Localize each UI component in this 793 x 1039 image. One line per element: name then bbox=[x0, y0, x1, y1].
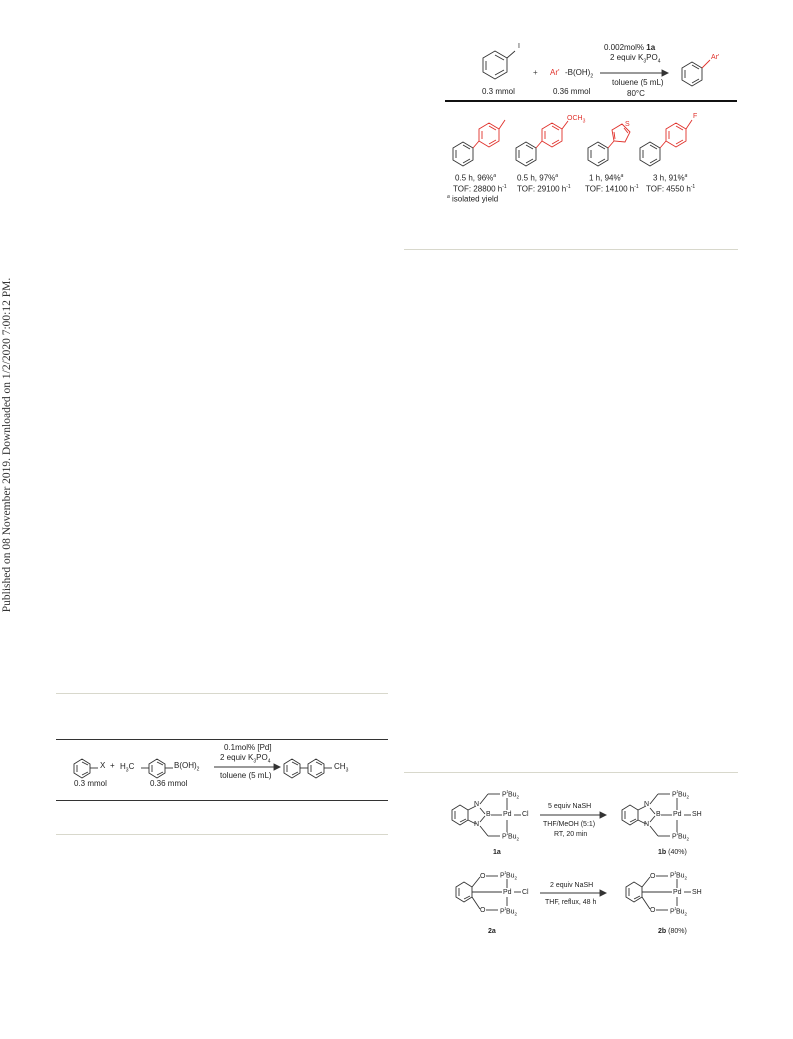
divider-right-2 bbox=[404, 772, 738, 773]
condition-left-solvent: toluene (5 mL) bbox=[220, 771, 272, 780]
product-methylbiphenyl-structure bbox=[445, 110, 515, 170]
iodo-label: I bbox=[518, 43, 520, 50]
atom-b-1a: B bbox=[486, 811, 491, 818]
footnote-isolated-yield: $^a$ isolated yield bbox=[447, 194, 499, 204]
atom-sh-2b: SH bbox=[692, 889, 702, 896]
atom-pd-2b: Pd bbox=[673, 889, 682, 896]
atom-b-1b: B bbox=[656, 811, 661, 818]
condition-temp: 80°C bbox=[627, 89, 645, 98]
ptbu2-1b-bottom: $P^tBu_2$ bbox=[672, 831, 690, 842]
reactant1-amount: 0.3 mmol bbox=[482, 87, 515, 96]
ptbu2-2a-bottom: $P^tBu_2$ bbox=[500, 906, 518, 917]
conditions-row1: RT, 20 min bbox=[554, 831, 588, 838]
plus-sign: + bbox=[533, 68, 538, 77]
amount-left-2: 0.36 mmol bbox=[150, 779, 188, 788]
boronic-label-left: $B(OH)_2$ bbox=[174, 761, 200, 773]
ptbu2-2a-top: $P^tBu_2$ bbox=[500, 870, 518, 881]
atom-o-2b-top: O bbox=[650, 873, 656, 880]
yield-3: 1 h, 94%$^a$ bbox=[589, 173, 624, 183]
atom-o-2a-top: O bbox=[480, 873, 486, 880]
solvent-row1: THF/MeOH (5:1) bbox=[543, 821, 596, 828]
scheme-left-bottom-rule bbox=[56, 800, 388, 801]
methyl-label-product: $CH_3$ bbox=[334, 762, 349, 774]
methoxy-label: $OCH_3$ bbox=[567, 115, 586, 125]
reaction-arrow-row1 bbox=[540, 812, 610, 820]
methyl-label-left: $H_3C$ bbox=[120, 762, 135, 774]
ptbu2-1a-bottom: $P^tBu_2$ bbox=[502, 831, 520, 842]
reactant2-amount: 0.36 mmol bbox=[553, 87, 591, 96]
tof-2: TOF: 29100 $h^{-1}$ bbox=[517, 184, 571, 194]
reagent-row2: 2 equiv NaSH bbox=[550, 882, 594, 889]
atom-o-2b-bottom: O bbox=[650, 907, 656, 914]
atom-cl-2a: Cl bbox=[522, 889, 529, 896]
scheme-left-top-rule bbox=[56, 739, 388, 740]
label-2a: 2a bbox=[488, 928, 496, 935]
condition-solvent: toluene (5 mL) bbox=[612, 78, 664, 87]
product-aryl-label: Ar' bbox=[711, 54, 720, 61]
scheme-top-rule bbox=[445, 100, 737, 102]
ptbu2-1b-top: $P^tBu_2$ bbox=[672, 789, 690, 800]
label-1a: 1a bbox=[493, 849, 501, 856]
atom-pd-1b: Pd bbox=[673, 811, 682, 818]
atom-n-1b-top: N bbox=[644, 801, 650, 808]
halide-x-label: X bbox=[100, 761, 106, 770]
divider-left-2 bbox=[56, 834, 388, 835]
reactant2-aryl: Ar' bbox=[550, 68, 560, 77]
yield-1: 0.5 h, 96%$^a$ bbox=[455, 173, 497, 183]
label-2b: 2b (80%) bbox=[658, 928, 687, 935]
ptbu2-2b-bottom: $P^tBu_2$ bbox=[670, 906, 688, 917]
divider-left-1 bbox=[56, 693, 388, 694]
reaction-arrow-top bbox=[600, 70, 670, 78]
biaryl-product-structure bbox=[676, 48, 736, 98]
ptbu2-1a-top: $P^tBu_2$ bbox=[502, 789, 520, 800]
atom-n-1a-top: N bbox=[474, 801, 480, 808]
thiophene-s-label: S bbox=[625, 121, 630, 128]
label-1b: 1b (40%) bbox=[658, 849, 687, 856]
atom-pd-2a: Pd bbox=[503, 889, 512, 896]
published-note: Published on 08 November 2019. Downloaded on 1/2/2020 7:00:12 PM. bbox=[1, 277, 13, 613]
ptbu2-2b-top: $P^tBu_2$ bbox=[670, 870, 688, 881]
reagent-row1: 5 equiv NaSH bbox=[548, 803, 592, 810]
atom-cl-1a: Cl bbox=[522, 811, 529, 818]
tof-4: TOF: 4550 $h^{-1}$ bbox=[646, 184, 696, 194]
tof-1: TOF: 28800 $h^{-1}$ bbox=[453, 184, 507, 194]
atom-sh-1b: SH bbox=[692, 811, 702, 818]
atom-pd-1a: Pd bbox=[503, 811, 512, 818]
fluoro-label: F bbox=[693, 113, 698, 120]
atom-o-2a-bottom: O bbox=[480, 907, 486, 914]
reaction-arrow-row2 bbox=[540, 890, 610, 898]
conditions-row2: THF, reflux, 48 h bbox=[545, 899, 597, 906]
condition-left-base: 2 equiv $K_3PO_4$ bbox=[220, 753, 271, 765]
atom-n-1b-bottom: N bbox=[644, 821, 650, 828]
product-fluorobiphenyl-structure bbox=[632, 110, 702, 170]
yield-4: 3 h, 91%$^a$ bbox=[653, 173, 688, 183]
plus-sign-left: + bbox=[110, 761, 115, 770]
reactant2-boronic: $-B(OH)_2$ bbox=[565, 68, 594, 80]
amount-left-1: 0.3 mmol bbox=[74, 779, 107, 788]
yield-2: 0.5 h, 97%$^a$ bbox=[517, 173, 559, 183]
condition-base: 2 equiv $K_3PO_4$ bbox=[610, 53, 661, 65]
atom-n-1a-bottom: N bbox=[474, 821, 480, 828]
divider-right-1 bbox=[404, 249, 738, 250]
condition-left-catalyst: 0.1mol% [Pd] bbox=[224, 743, 272, 752]
condition-catalyst: 0.002mol% 1a bbox=[604, 43, 656, 52]
tof-3: TOF: 14100 $h^{-1}$ bbox=[585, 184, 639, 194]
